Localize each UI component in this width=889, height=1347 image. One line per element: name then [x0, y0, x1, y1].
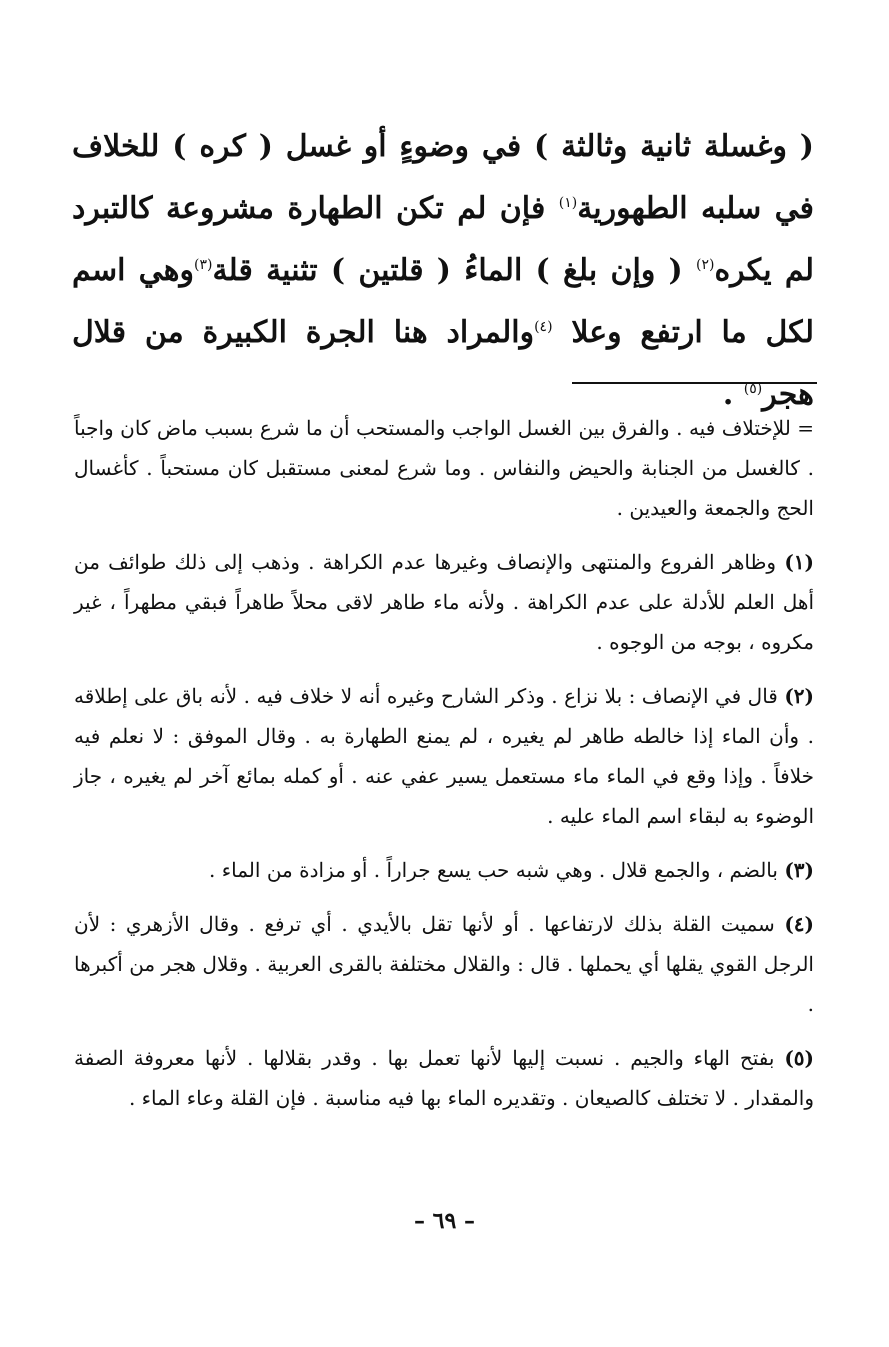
main-paragraph — [72, 116, 814, 426]
footnote-text: قال في الإنصاف : بلا نزاع . وذكر الشارح وغيره أنه لا خلاف فيه . لأنه باق على إطلاقه . وأن الماء إذا خالطه طاهر لم يغيره ، لم يمنع الطهارة به . وقال الموفق : لا نعلم فيه خلافاً . وإذا وقع في الماء ماء مستعمل يسير عفي عنه . أو كمله بمائع آخر لم يغيره ، جاز الوضوء به لبقاء اسم الماء عليه . — [74, 684, 814, 828]
footnote-marker-2: (٢) — [695, 257, 715, 273]
main-text-segment: والمراد هنا الجرة الكبيرة من قلال هجر — [72, 315, 814, 412]
footnote-2 — [74, 676, 814, 836]
footnote-3 — [74, 850, 814, 890]
main-text — [72, 116, 814, 426]
footnote-number: (٥) — [784, 1046, 814, 1070]
footnote-marker-4: (٤) — [534, 319, 553, 335]
footnote-marker-3: (٣) — [194, 257, 213, 273]
footnote-4 — [74, 904, 814, 1024]
footnote-5 — [74, 1038, 814, 1118]
main-text-segment: ( وإن بلغ ) الماءُ ( قلتين ) تثنية قلة — [212, 253, 696, 288]
footnote-text: وظاهر الفروع والمنتهى والإنصاف وغيرها عدم الكراهة . وذهب إلى ذلك طوائف من أهل العلم للأدلة على عدم الكراهة . ولأنه ماء طاهر لاقى محلاً طاهراً فبقي مطهراً ، غير مكروه ، بوجه من الوجوه . — [74, 550, 814, 654]
footnote-1 — [74, 542, 814, 662]
main-text-segment: فإن لم تكن الطهارة مشروعة كالتبرد لم يكره — [72, 191, 814, 288]
main-text-segment: . — [722, 377, 744, 412]
footnote-number: (٣) — [784, 858, 814, 882]
main-text-segment: وهي اسم لكل ما ارتفع وعلا — [72, 253, 814, 350]
footnote-text: بالضم ، والجمع قلال . وهي شبه حب يسع جراراً . أو مزادة من الماء . — [209, 858, 785, 882]
footnote-separator — [572, 382, 817, 384]
footnote-number: (١) — [784, 550, 814, 574]
footnote-continued — [74, 408, 814, 528]
footnote-number: (٤) — [784, 912, 814, 936]
page-number: – ٦٩ – — [414, 1208, 475, 1234]
footnote-marker-5: (٥) — [743, 381, 763, 397]
footnote-text: سميت القلة بذلك لارتفاعها . أو لأنها تقل بالأيدي . أي ترفع . وقال الأزهري : لأن الرجل القوي يقلها أي يحملها . قال : والقلال مختلفة بالقرى العربية . وقلال هجر من أكبرها . — [74, 912, 814, 1016]
footnote-marker-1: (١) — [558, 195, 578, 211]
main-text-segment: ( وغسلة ثانية وثالثة ) في وضوءٍ أو غسل ( كره ) للخلاف في سلبه الطهورية — [72, 129, 814, 226]
footnote-text: بفتح الهاء والجيم . نسبت إليها لأنها تعمل بها . وقدر بقلالها . لأنها معروفة الصفة والمقدار . لا تختلف كالصيعان . وتقديره الماء بها فيه مناسبة . فإن القلة وعاء الماء . — [74, 1046, 814, 1110]
footnote-text: = للإختلاف فيه . والفرق بين الغسل الواجب والمستحب أن ما شرع بسبب ماض كان واجباً . كالغسل من الجنابة والحيض والنفاس . وما شرع لمعنى مستقبل كان مستحباً . كأغسال الحج والجمعة والعيدين . — [74, 416, 815, 520]
footnote-number: (٢) — [784, 684, 815, 708]
footnotes-section — [74, 408, 814, 1132]
